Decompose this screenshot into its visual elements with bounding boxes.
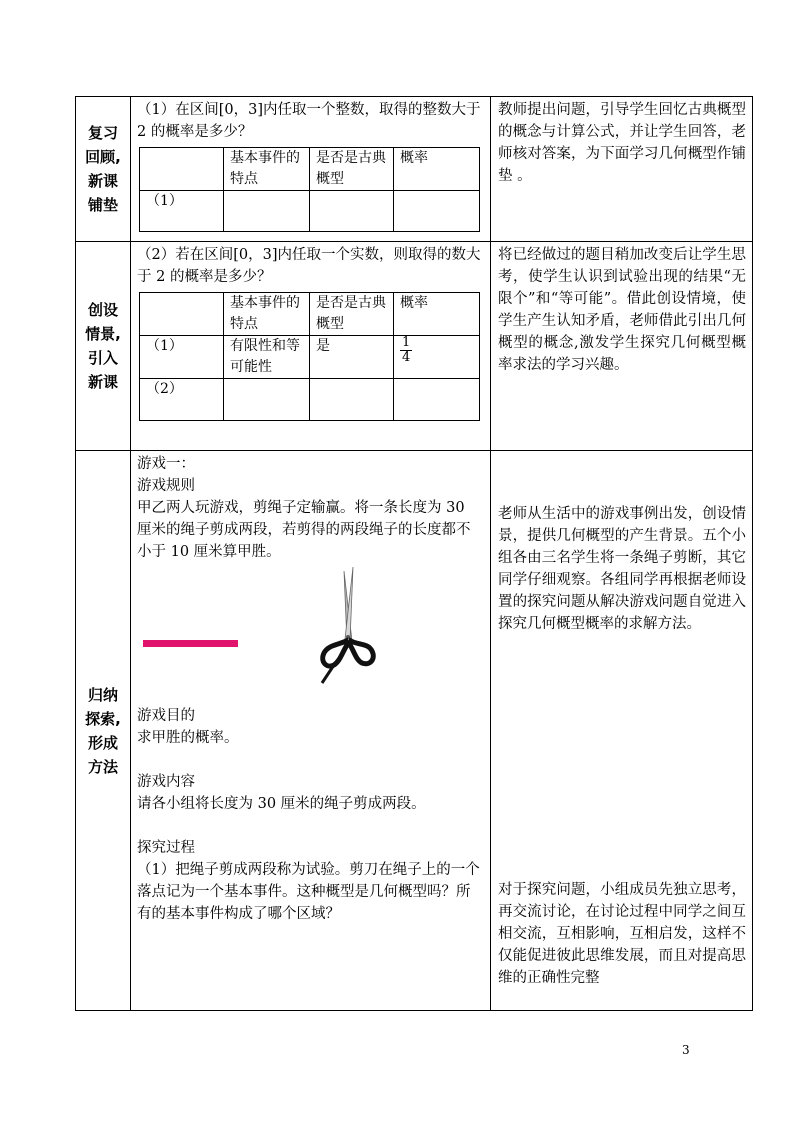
table-cell: 是 [310, 336, 394, 379]
label-line: 归纳 [87, 685, 118, 704]
stage-label-review [76, 97, 131, 242]
header-cell: 基本事件的特点 [224, 148, 310, 191]
label-line: 新课 [87, 172, 118, 190]
game-title: 游戏一： [137, 456, 195, 472]
label-line: 方法 [87, 757, 118, 776]
table-cell [394, 379, 480, 421]
header-cell: 基本事件的特点 [224, 293, 310, 336]
header-cell [140, 293, 224, 336]
fraction-denominator: 4 [402, 350, 411, 365]
teacher-note-cell [491, 451, 753, 1011]
rules-text: 甲乙两人玩游戏，剪绳子定输赢。将一条长度为 30 厘米的绳子剪成两段，若剪得的两段绳子的长度都不小于 10 厘米算甲胜。 [137, 500, 471, 560]
header-cell [140, 148, 224, 191]
content-cell [131, 97, 491, 242]
table-cell: 有限性和等可能性 [224, 336, 310, 379]
label-line: 情景, [85, 325, 121, 343]
stage-label-situation [76, 242, 131, 451]
lesson-row-situation [76, 242, 753, 451]
analysis-table [139, 147, 480, 232]
table-cell: （2） [140, 379, 224, 421]
header-cell: 是否是古典概型 [310, 148, 394, 191]
lesson-row-review [76, 97, 753, 242]
scissors-icon [306, 565, 386, 687]
table-cell [224, 379, 310, 421]
lesson-row-explore [76, 451, 753, 1011]
fraction-numerator: 1 [402, 335, 411, 350]
label-line: 复习 [87, 124, 118, 142]
teacher-note: 对于探究问题，小组成员先独立思考，再交流讨论，在讨论过程中同学之间互相交流，互相影响，互相启发，这样不仅能促进彼此思维发展，而且对提高思维的正确性完整 [498, 882, 746, 986]
rules-heading: 游戏规则 [137, 478, 195, 494]
question-text: （2）若在区间[0，3]内任取一个实数，则取得的数大于 2 的概率是多少？ [137, 247, 481, 285]
label-line: 创设 [87, 301, 118, 319]
analysis-table [139, 292, 480, 421]
label-line: 引入 [87, 349, 118, 367]
content-text: 请各小组将长度为 30 厘米的绳子剪成两段。 [137, 796, 426, 812]
label-line: 回顾, [85, 148, 121, 166]
rope-illustration [143, 640, 238, 647]
content-cell [131, 451, 491, 1011]
lesson-plan-table [75, 96, 753, 1011]
header-cell: 是否是古典概型 [310, 293, 394, 336]
label-line: 铺垫 [87, 196, 118, 214]
goal-text: 求甲胜的概率。 [137, 730, 239, 746]
header-cell: 概率 [394, 148, 480, 191]
table-cell [394, 191, 480, 232]
label-line: 形成 [87, 733, 118, 752]
stage-label-explore [76, 451, 131, 1011]
table-cell: （1） [140, 336, 224, 379]
label-line: 新课 [87, 373, 118, 391]
table-cell [310, 191, 394, 232]
content-cell [131, 242, 491, 451]
content-heading: 游戏内容 [137, 774, 195, 790]
process-text: （1）把绳子剪成两段称为试验。剪刀在绳子上的一个落点记为一个基本事件。这种概型是几何概型吗？所有的基本事件构成了哪个区域？ [137, 862, 480, 922]
teacher-note: 老师从生活中的游戏事例出发，创设情景，提供几何概型的产生背景。五个小组各由三名学生将一条绳子剪断，其它同学仔细观察。各组同学再根据老师设置的探究问题从解决游戏问题自觉进入探究几何概型概率的求解方法。 [498, 506, 746, 632]
header-cell: 概率 [394, 293, 480, 336]
table-cell-probability [394, 336, 480, 379]
question-text: （1）在区间[0，3]内任取一个整数，取得的整数大于 2 的概率是多少？ [137, 102, 481, 140]
process-heading: 探究过程 [137, 840, 195, 856]
label-line: 探索, [85, 709, 121, 728]
teacher-note: 将已经做过的题目稍加改变后让学生思考，使学生认识到试验出现的结果“无限个”和“等可能”。借此创设情境，使学生产生认知矛盾，老师借此引出几何概型的概念,激发学生探究几何概型概率求法的学习兴趣。 [491, 242, 753, 451]
table-cell [224, 191, 310, 232]
fraction [400, 336, 412, 365]
page-number: 3 [682, 1043, 690, 1057]
teacher-note: 教师提出问题，引导学生回忆古典概型的概念与计算公式，并让学生回答，老师核对答案，为下面学习几何概型作铺垫 。 [491, 97, 753, 242]
table-cell [310, 379, 394, 421]
table-cell: （1） [140, 191, 224, 232]
goal-heading: 游戏目的 [137, 708, 195, 724]
